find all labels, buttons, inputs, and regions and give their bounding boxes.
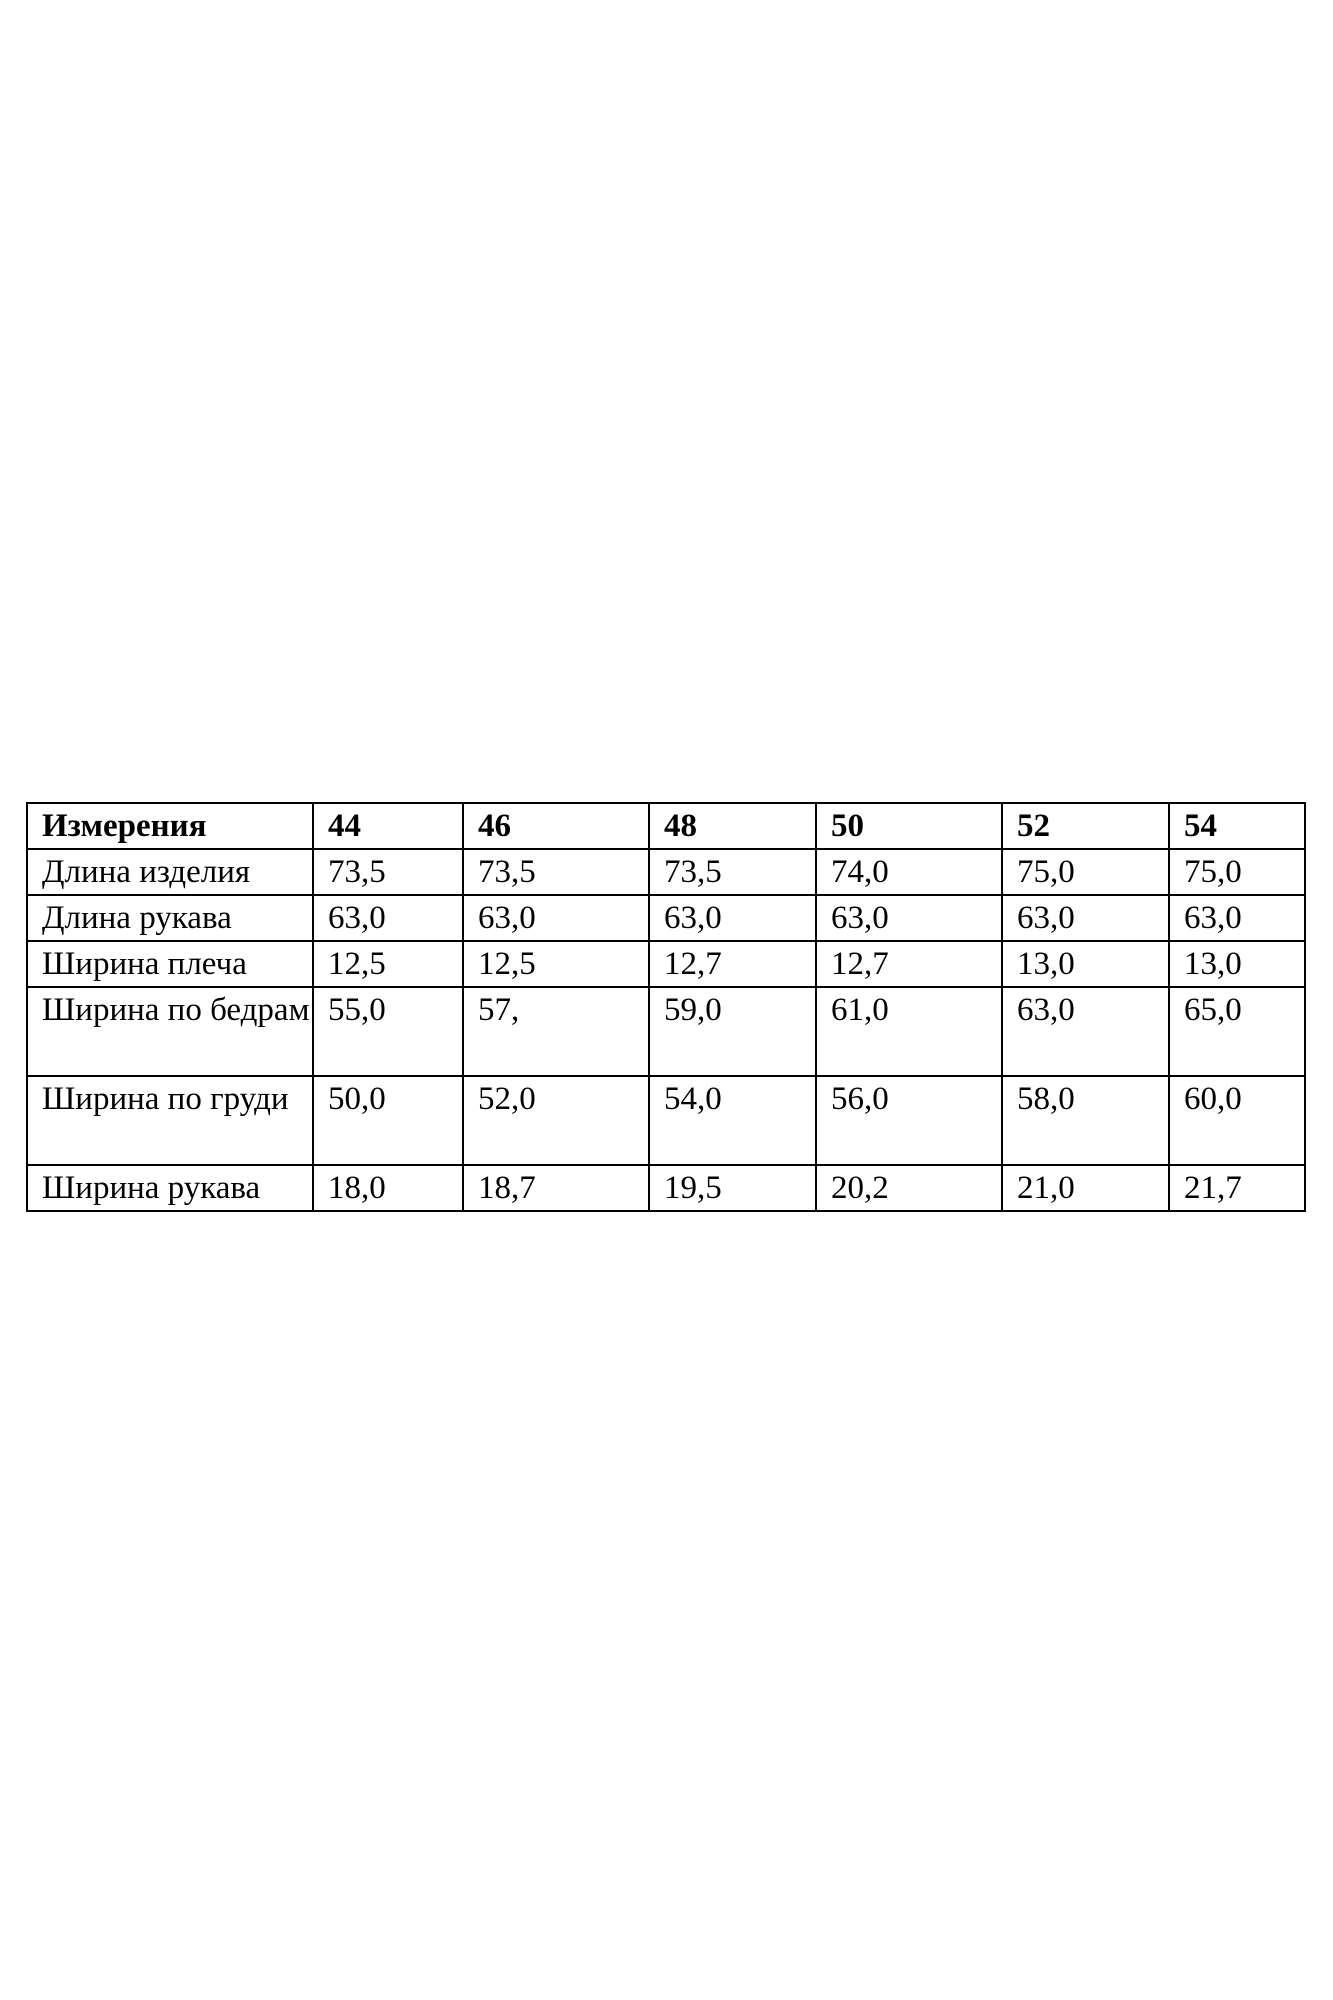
table-cell: 59,0 bbox=[649, 987, 816, 1076]
table-cell: 75,0 bbox=[1002, 849, 1169, 895]
table-row bbox=[27, 1076, 1305, 1165]
table-cell: 19,5 bbox=[649, 1165, 816, 1211]
table-cell: 63,0 bbox=[1002, 895, 1169, 941]
table-cell: 74,0 bbox=[816, 849, 1002, 895]
table-row bbox=[27, 941, 1305, 987]
table-row bbox=[27, 1165, 1305, 1211]
table-cell: 18,0 bbox=[313, 1165, 463, 1211]
table-cell: 58,0 bbox=[1002, 1076, 1169, 1165]
table-cell: 63,0 bbox=[816, 895, 1002, 941]
table-cell: 63,0 bbox=[1002, 987, 1169, 1076]
table-cell: 12,5 bbox=[313, 941, 463, 987]
table-row bbox=[27, 987, 1305, 1076]
table-cell: 63,0 bbox=[313, 895, 463, 941]
table-row bbox=[27, 895, 1305, 941]
table-cell: 21,0 bbox=[1002, 1165, 1169, 1211]
row-label: Длина рукава bbox=[27, 895, 313, 941]
row-label: Ширина по бедрам bbox=[27, 987, 313, 1076]
table-cell: 63,0 bbox=[463, 895, 649, 941]
table-cell: 55,0 bbox=[313, 987, 463, 1076]
table-cell: 60,0 bbox=[1169, 1076, 1305, 1165]
row-label: Ширина плеча bbox=[27, 941, 313, 987]
table-cell: 12,7 bbox=[649, 941, 816, 987]
row-label: Длина изделия bbox=[27, 849, 313, 895]
size-chart-table bbox=[26, 802, 1306, 1212]
header-cell-size-50: 50 bbox=[816, 803, 1002, 849]
table-header-row bbox=[27, 803, 1305, 849]
table-cell: 20,2 bbox=[816, 1165, 1002, 1211]
header-cell-size-54: 54 bbox=[1169, 803, 1305, 849]
header-cell-size-48: 48 bbox=[649, 803, 816, 849]
header-cell-size-46: 46 bbox=[463, 803, 649, 849]
table-row bbox=[27, 849, 1305, 895]
table-cell: 63,0 bbox=[1169, 895, 1305, 941]
table-cell: 75,0 bbox=[1169, 849, 1305, 895]
table-cell: 73,5 bbox=[463, 849, 649, 895]
table-cell: 13,0 bbox=[1169, 941, 1305, 987]
header-cell-size-52: 52 bbox=[1002, 803, 1169, 849]
row-label: Ширина рукава bbox=[27, 1165, 313, 1211]
table-cell: 61,0 bbox=[816, 987, 1002, 1076]
table-cell: 73,5 bbox=[313, 849, 463, 895]
table-cell: 65,0 bbox=[1169, 987, 1305, 1076]
table-cell: 12,7 bbox=[816, 941, 1002, 987]
table-cell: 54,0 bbox=[649, 1076, 816, 1165]
table-cell: 13,0 bbox=[1002, 941, 1169, 987]
table-cell: 63,0 bbox=[649, 895, 816, 941]
table-cell: 18,7 bbox=[463, 1165, 649, 1211]
table-cell: 52,0 bbox=[463, 1076, 649, 1165]
table-cell: 50,0 bbox=[313, 1076, 463, 1165]
table-cell: 12,5 bbox=[463, 941, 649, 987]
table-cell: 57, bbox=[463, 987, 649, 1076]
table-cell: 21,7 bbox=[1169, 1165, 1305, 1211]
header-cell-size-44: 44 bbox=[313, 803, 463, 849]
header-cell-measurements: Измерения bbox=[27, 803, 313, 849]
table-cell: 73,5 bbox=[649, 849, 816, 895]
table-cell: 56,0 bbox=[816, 1076, 1002, 1165]
row-label: Ширина по груди bbox=[27, 1076, 313, 1165]
